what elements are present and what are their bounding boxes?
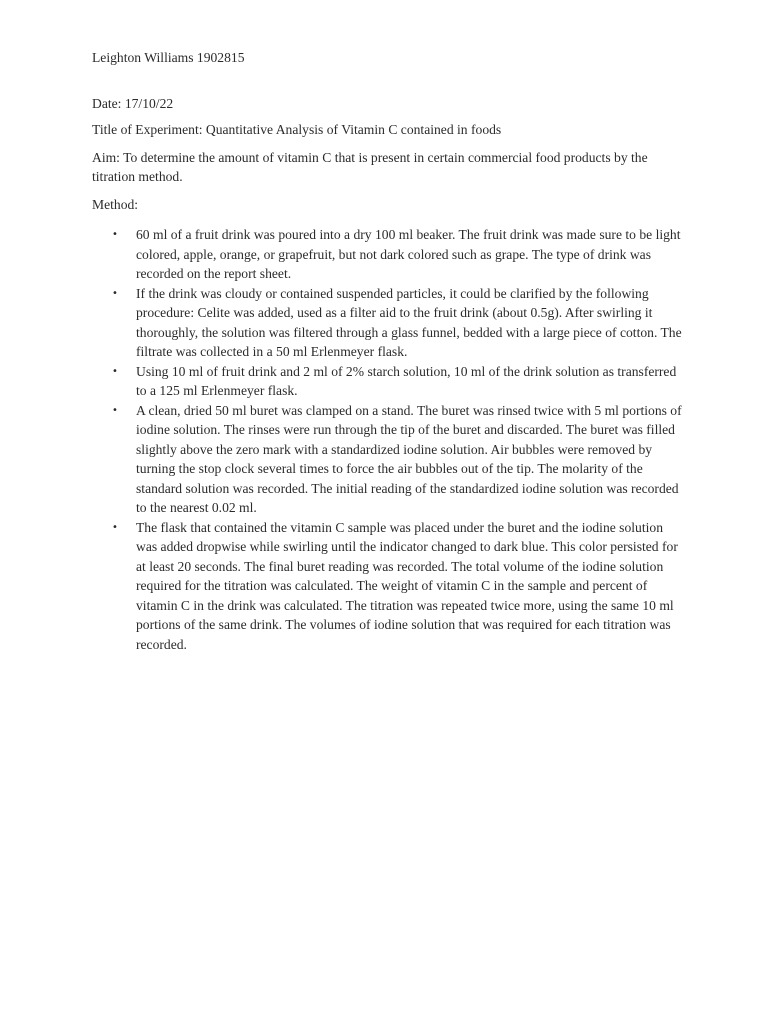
- method-step: [92, 284, 682, 362]
- method-step: [92, 225, 682, 284]
- date-line: Date: 17/10/22: [92, 95, 174, 111]
- method-step: [92, 518, 682, 655]
- method-step-text: The flask that contained the vitamin C sample was placed under the buret and the iodine solution was added dropwise while swirling until the indicator changed to dark blue. This color persisted for at least 20 seconds. The final buret reading was recorded. The total volume of the iodine solution required for the titration was calculated. The weight of vitamin C in the sample and percent of vitamin C in the drink was calculated. The titration was repeated twice more, using the same 10 ml portions of the same drink. The volumes of iodine solution that was required for each titration was recorded.: [136, 519, 678, 652]
- method-step-text: A clean, dried 50 ml buret was clamped on a stand. The buret was rinsed twice with 5 ml portions of iodine solution. The rinses were run through the tip of the buret and discarded. The buret was filled slightly above the zero mark with a standardized iodine solution. Air bubbles were removed by turning the stop clock several times to force the air bubbles out of the tip. The molarity of the standard solution was recorded. The initial reading of the standardized iodine solution was recorded to the nearest 0.02 ml.: [136, 402, 682, 515]
- document-page: [92, 48, 682, 654]
- bullet-icon: •: [112, 521, 118, 533]
- author-line: Leighton Williams 1902815: [92, 50, 245, 65]
- bullet-icon: •: [112, 287, 118, 299]
- bullet-icon: •: [112, 229, 118, 240]
- method-step-text: Using 10 ml of fruit drink and 2 ml of 2% starch solution, 10 ml of the drink solution as transferred to a 125 ml Erlenmeyer flask.: [136, 363, 677, 398]
- method-step-list: [92, 225, 682, 654]
- method-step-text: 60 ml of a fruit drink was poured into a dry 100 ml beaker. The fruit drink was made sure to be light colored, apple, orange, or grapefruit, but not dark colored such as grape. The type of drink was recorded on the report sheet.: [136, 227, 681, 281]
- aim-paragraph: Aim: To determine the amount of vitamin C that is present in certain commercial food products by the titration method.: [92, 149, 648, 184]
- method-step: [92, 362, 682, 401]
- method-step-text: If the drink was cloudy or contained suspended particles, it could be clarified by the following procedure: Celite was added, used as a filter aid to the fruit drink (about 0.5g). After swirling it thoroughly, the solution was filtered through a glass funnel, bedded with a large piece of cotton. The filtrate was collected in a 50 ml Erlenmeyer flask.: [136, 285, 682, 359]
- bullet-icon: •: [112, 404, 118, 416]
- method-step: [92, 401, 682, 518]
- experiment-title: Title of Experiment: Quantitative Analysis of Vitamin C contained in foods: [92, 122, 502, 137]
- method-heading: Method:: [92, 196, 139, 212]
- bullet-icon: •: [112, 365, 118, 377]
